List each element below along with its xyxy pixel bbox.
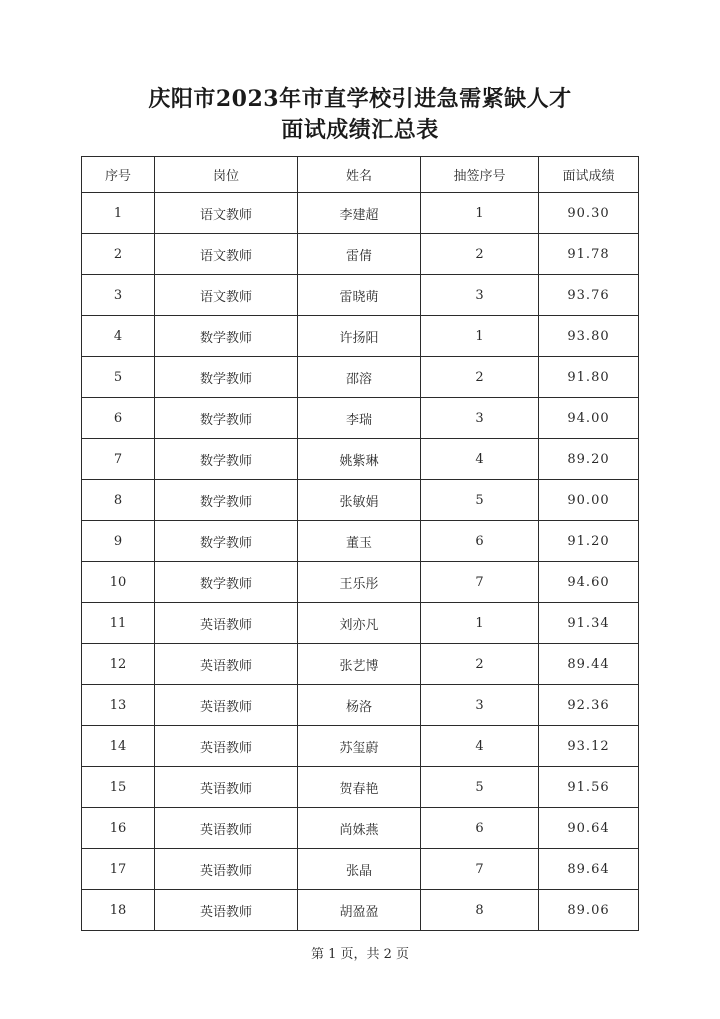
cell-draw-number: 8 — [421, 890, 539, 931]
cell-name: 尚姝燕 — [298, 808, 421, 849]
cell-draw-number: 2 — [421, 234, 539, 275]
cell-score: 90.64 — [539, 808, 639, 849]
cell-position: 数学教师 — [155, 439, 298, 480]
cell-draw-number: 2 — [421, 644, 539, 685]
cell-position: 语文教师 — [155, 275, 298, 316]
header-draw-number: 抽签序号 — [421, 157, 539, 193]
cell-serial: 9 — [82, 521, 155, 562]
cell-name: 杨洛 — [298, 685, 421, 726]
cell-position: 数学教师 — [155, 521, 298, 562]
cell-name: 苏玺蔚 — [298, 726, 421, 767]
cell-draw-number: 4 — [421, 726, 539, 767]
cell-position: 数学教师 — [155, 316, 298, 357]
cell-score: 93.76 — [539, 275, 639, 316]
cell-draw-number: 1 — [421, 316, 539, 357]
cell-name: 张敏娟 — [298, 480, 421, 521]
cell-draw-number: 1 — [421, 603, 539, 644]
cell-serial: 14 — [82, 726, 155, 767]
cell-draw-number: 4 — [421, 439, 539, 480]
cell-name: 许扬阳 — [298, 316, 421, 357]
cell-position: 英语教师 — [155, 603, 298, 644]
cell-draw-number: 5 — [421, 480, 539, 521]
cell-position: 数学教师 — [155, 357, 298, 398]
cell-score: 93.80 — [539, 316, 639, 357]
page-title-line-1: 庆阳市2023年市直学校引进急需紧缺人才 — [148, 86, 572, 112]
cell-score: 89.20 — [539, 439, 639, 480]
table-row — [82, 644, 639, 685]
cell-name: 王乐彤 — [298, 562, 421, 603]
cell-score: 94.00 — [539, 398, 639, 439]
cell-draw-number: 1 — [421, 193, 539, 234]
table-row — [82, 603, 639, 644]
cell-name: 刘亦凡 — [298, 603, 421, 644]
cell-name: 李建超 — [298, 193, 421, 234]
table-header — [82, 157, 639, 193]
cell-position: 数学教师 — [155, 480, 298, 521]
cell-position: 英语教师 — [155, 890, 298, 931]
cell-score: 92.36 — [539, 685, 639, 726]
cell-draw-number: 6 — [421, 808, 539, 849]
cell-serial: 12 — [82, 644, 155, 685]
cell-position: 数学教师 — [155, 398, 298, 439]
cell-serial: 11 — [82, 603, 155, 644]
cell-serial: 5 — [82, 357, 155, 398]
table-row — [82, 398, 639, 439]
cell-name: 胡盈盈 — [298, 890, 421, 931]
table-row — [82, 726, 639, 767]
cell-score: 90.30 — [539, 193, 639, 234]
cell-position: 英语教师 — [155, 726, 298, 767]
cell-name: 李瑞 — [298, 398, 421, 439]
cell-name: 贺春艳 — [298, 767, 421, 808]
cell-position: 英语教师 — [155, 644, 298, 685]
table-row — [82, 439, 639, 480]
cell-serial: 13 — [82, 685, 155, 726]
cell-score: 90.00 — [539, 480, 639, 521]
score-table — [81, 156, 639, 931]
table-row — [82, 275, 639, 316]
table-row — [82, 521, 639, 562]
cell-name: 张晶 — [298, 849, 421, 890]
table-row — [82, 357, 639, 398]
cell-name: 邵溶 — [298, 357, 421, 398]
table-row — [82, 808, 639, 849]
table-row — [82, 767, 639, 808]
cell-draw-number: 6 — [421, 521, 539, 562]
cell-draw-number: 3 — [421, 398, 539, 439]
cell-draw-number: 7 — [421, 849, 539, 890]
cell-score: 91.20 — [539, 521, 639, 562]
table-row — [82, 480, 639, 521]
cell-score: 91.34 — [539, 603, 639, 644]
cell-position: 语文教师 — [155, 193, 298, 234]
cell-serial: 15 — [82, 767, 155, 808]
header-serial: 序号 — [82, 157, 155, 193]
header-row — [82, 157, 639, 193]
cell-score: 89.44 — [539, 644, 639, 685]
page-footer: 第 1 页，共 2 页 — [310, 947, 410, 962]
header-interview-score: 面试成绩 — [539, 157, 639, 193]
cell-draw-number: 3 — [421, 685, 539, 726]
cell-serial: 10 — [82, 562, 155, 603]
cell-serial: 17 — [82, 849, 155, 890]
cell-position: 英语教师 — [155, 685, 298, 726]
cell-position: 数学教师 — [155, 562, 298, 603]
cell-serial: 8 — [82, 480, 155, 521]
header-name: 姓名 — [298, 157, 421, 193]
cell-serial: 3 — [82, 275, 155, 316]
table-row — [82, 685, 639, 726]
cell-score: 94.60 — [539, 562, 639, 603]
cell-serial: 18 — [82, 890, 155, 931]
table-row — [82, 849, 639, 890]
cell-draw-number: 2 — [421, 357, 539, 398]
table-row — [82, 234, 639, 275]
cell-score: 93.12 — [539, 726, 639, 767]
table-row — [82, 316, 639, 357]
page-title — [0, 84, 720, 146]
table-row — [82, 890, 639, 931]
cell-position: 英语教师 — [155, 849, 298, 890]
cell-serial: 6 — [82, 398, 155, 439]
cell-score: 89.06 — [539, 890, 639, 931]
cell-draw-number: 5 — [421, 767, 539, 808]
cell-draw-number: 7 — [421, 562, 539, 603]
cell-position: 英语教师 — [155, 808, 298, 849]
cell-draw-number: 3 — [421, 275, 539, 316]
cell-position: 语文教师 — [155, 234, 298, 275]
cell-score: 91.80 — [539, 357, 639, 398]
table-body — [82, 193, 639, 931]
cell-name: 雷倩 — [298, 234, 421, 275]
cell-name: 姚紫琳 — [298, 439, 421, 480]
table-row — [82, 193, 639, 234]
cell-score: 89.64 — [539, 849, 639, 890]
cell-score: 91.78 — [539, 234, 639, 275]
cell-serial: 7 — [82, 439, 155, 480]
cell-serial: 1 — [82, 193, 155, 234]
cell-position: 英语教师 — [155, 767, 298, 808]
cell-name: 雷晓萌 — [298, 275, 421, 316]
cell-score: 91.56 — [539, 767, 639, 808]
page-title-line-2: 面试成绩汇总表 — [281, 117, 439, 143]
table-row — [82, 562, 639, 603]
cell-name: 张艺博 — [298, 644, 421, 685]
header-position: 岗位 — [155, 157, 298, 193]
cell-name: 董玉 — [298, 521, 421, 562]
cell-serial: 2 — [82, 234, 155, 275]
cell-serial: 16 — [82, 808, 155, 849]
cell-serial: 4 — [82, 316, 155, 357]
